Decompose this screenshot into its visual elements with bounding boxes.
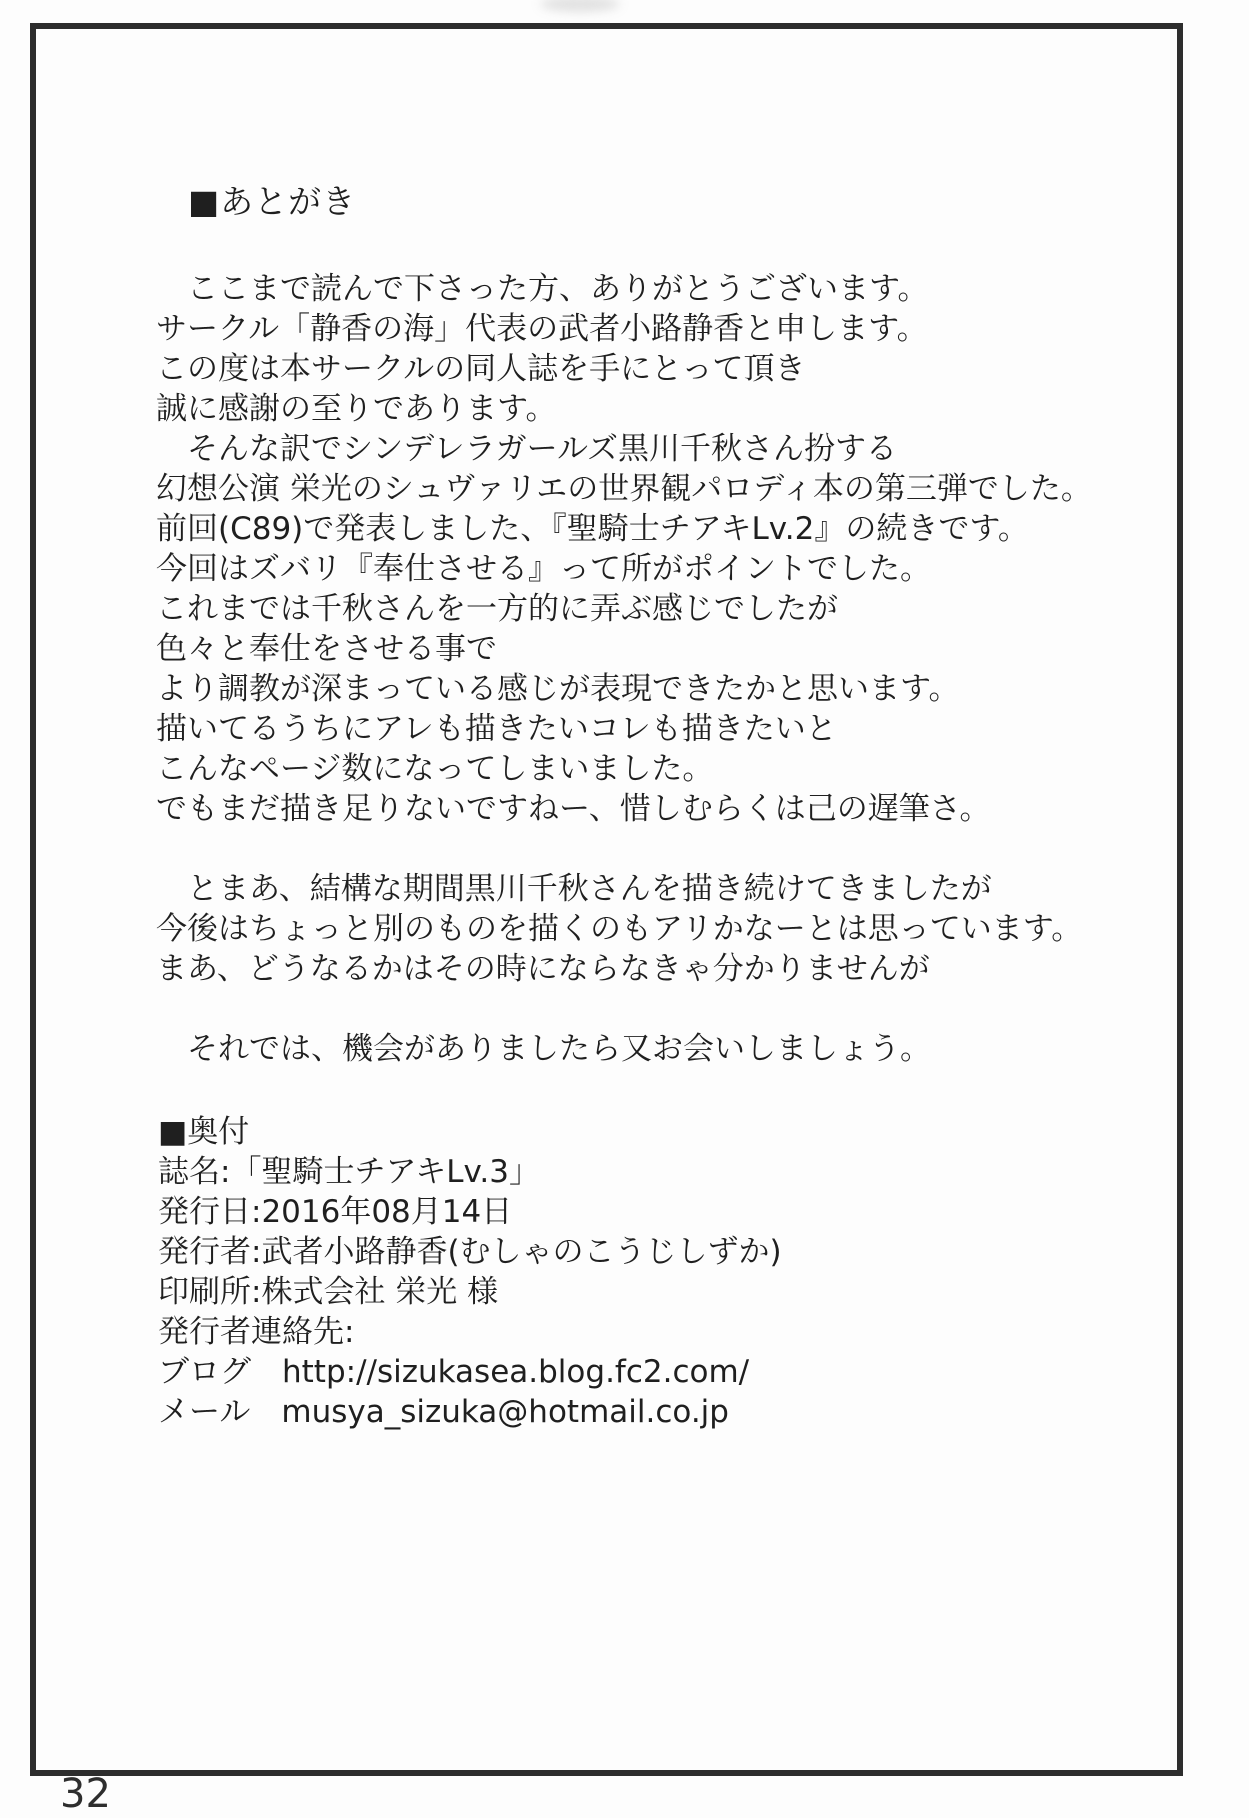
colophon-line-email: メール musya_sizuka@hotmail.co.jp <box>158 1394 729 1430</box>
colophon-line-blog-url: ブログ http://sizukasea.blog.fc2.com/ <box>158 1354 750 1390</box>
text-line: より調教が深まっている感じが表現できたかと思います。 <box>156 671 960 707</box>
text-line: サークル「静香の海」代表の武者小路静香と申します。 <box>156 311 928 347</box>
text-line: それでは、機会がありましたら又お会いしましょう。 <box>156 1031 931 1067</box>
scan-artifact-smudge <box>540 0 620 12</box>
text-line: まあ、どうなるかはその時にならなきゃ分かりませんが <box>156 951 930 987</box>
text-line: 今後はちょっと別のものを描くのもアリかなーとは思っています。 <box>156 911 1083 947</box>
text-line: ここまで読んで下さった方、ありがとうございます。 <box>156 271 929 307</box>
text-line: この度は本サークルの同人誌を手にとって頂き <box>156 351 806 387</box>
text-line: 前回(C89)で発表しました、『聖騎士チアキLv.2』の続きです。 <box>156 511 1029 547</box>
colophon-line-publish-date: 発行日:2016年08月14日 <box>158 1194 513 1230</box>
text-line: でもまだ描き足りないですねー、惜しむらくは己の遅筆さ。 <box>156 791 991 827</box>
afterword-section-heading: ■あとがき <box>188 182 357 221</box>
text-line: 今回はズバリ『奉仕させる』って所がポイントでした。 <box>156 551 931 587</box>
text-line: 色々と奉仕をさせる事で <box>156 631 497 667</box>
afterword-body <box>156 269 1166 1069</box>
blank-line <box>156 989 1166 1029</box>
blank-line <box>156 829 1166 869</box>
text-line: とまあ、結構な期間黒川千秋さんを描き続けてきましたが <box>156 871 992 907</box>
text-line: そんな訳でシンデレラガールズ黒川千秋さん扮する <box>156 431 898 467</box>
text-line: 誠に感謝の至りであります。 <box>156 391 557 427</box>
page-number: 32 <box>60 1771 111 1817</box>
text-line: こんなページ数になってしまいました。 <box>156 751 714 787</box>
page-border-frame <box>30 23 1183 1776</box>
colophon-line-contact-label: 発行者連絡先: <box>158 1314 355 1350</box>
text-line: 描いてるうちにアレも描きたいコレも描きたいと <box>156 711 837 747</box>
colophon-section <box>158 1112 1168 1432</box>
text-line: これまでは千秋さんを一方的に弄ぶ感じでしたが <box>156 591 838 627</box>
colophon-line-publisher: 発行者:武者小路静香(むしゃのこうじしずか) <box>158 1234 782 1270</box>
colophon-line-printer: 印刷所:株式会社 栄光 様 <box>158 1274 499 1310</box>
colophon-line-title: 誌名:「聖騎士チアキLv.3」 <box>158 1154 540 1190</box>
text-line: 幻想公演 栄光のシュヴァリエの世界観パロディ本の第三弾でした。 <box>156 471 1092 507</box>
colophon-section-heading: ■奥付 <box>158 1114 250 1150</box>
